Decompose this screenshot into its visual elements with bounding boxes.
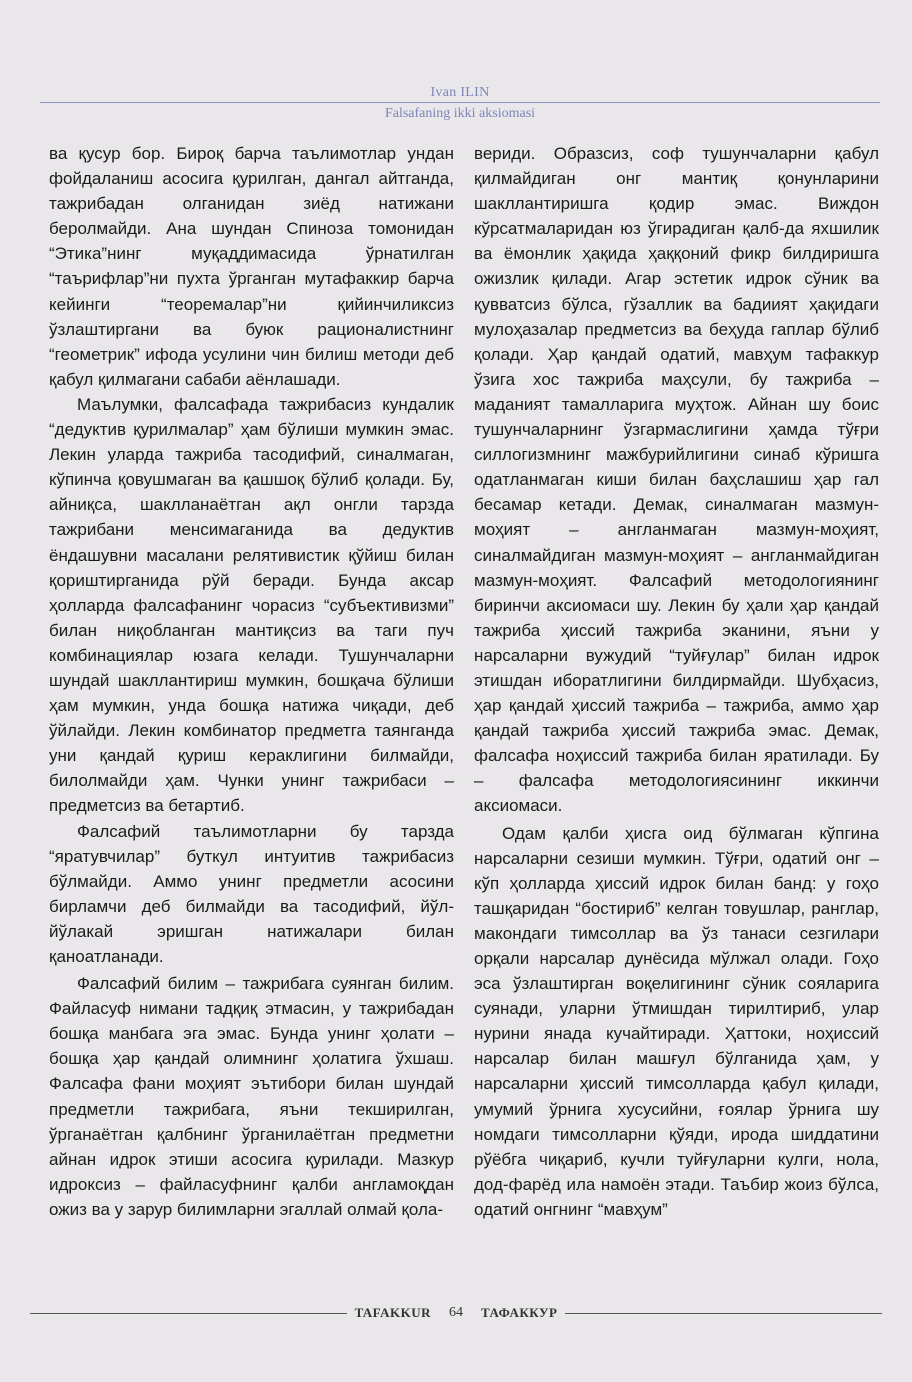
header-rule	[40, 102, 880, 103]
running-header	[40, 84, 880, 122]
paragraph: Фалсафий таълимотларни бу тарзда “яратувчилар” буткул интуитив тажрибасиз бўлмайди. Аммо унинг предметли асосини бирламчи деб билмайди ва тасодифий, йўл-йўлакай эришган натижалари билан қаноатланади.	[49, 821, 454, 966]
page-number: 64	[449, 1305, 464, 1320]
header-subtitle: Falsafaning ikki aksiomasi	[384, 106, 536, 121]
paragraph: Фалсафий билим – тажрибага суянган билим. Файласуф нимани тадқиқ этмасин, у тажрибадан бошқа манбага эга эмас. Бунда унинг ҳолати – бошқа ҳар қандай олимнинг ҳолатига ўхшаш. Фалсафа фани моҳият эътибори билан шундай предметли тажрибага, яъни текширилган, ўрганаётган қалбнинг ўрганилаётган предметни айнан идрок этиши асосига қурилади. Мазкур идроксиз – файласуфнинг қалби англамоқдан ожиз ва у зарур билимларни эгаллай олмай қола-	[49, 974, 454, 1219]
header-author: Ivan ILIN	[430, 85, 490, 100]
footer-title-cyrillic: ТАФАККУР	[481, 1305, 558, 1320]
paragraph: ва қусур бор. Бироқ барча таълимотлар ундан фойдаланиш асосига қурилган, дангал айтганда, тажрибадан олганидан зиёд натижани беролмайди. Ана шундан Спиноза томонидан “Этика”нинг муқаддимасида ўрнатилган “таърифлар”ни пухта ўрганган мутафаккир барча кейинги “теоремалар”ни қийинчиликсиз ўзлаштиргани ва буюк рационалистнинг “геометрик” ифода усулини чин билиш методи деб қабул қилмагани сабаби аёнлашади.	[49, 144, 454, 389]
left-column	[49, 141, 454, 1222]
paragraph: Маълумки, фалсафада тажрибасиз кундалик “дедуктив қурилмалар” ҳам бўлиши мумкин эмас. Лекин уларда тажриба тасодифий, синалмаган, кўпинча қовушмаган ва қашшоқ бўлиб қолади. Бу, айниқса, шаклланаётган ақл онгли тарзда тажрибани менсимаганида ва дедуктив ёндашувни масалани релятивистик қўйиш билан қориштирганида рўй беради. Бунда аксар ҳолларда фалсафанинг чорасиз “субъективизми” билан ниқобланган мантиқсиз ва таги пуч комбинациялар юзага келади. Тушунчаларни шундай шакллантириш мумкин, бошқача бўлиши ҳам мумкин, унда бошқа натижа чиқади, деб ўйлайди. Лекин комбинатор предметга таянганда уни қандай қуриш кераклигини билмайди, билолмайди ҳам. Чунки унинг тажрибаси – предметсиз ва бетартиб.	[49, 394, 454, 816]
right-column	[474, 141, 879, 1222]
page-footer	[30, 1301, 882, 1325]
footer-rule-right	[565, 1313, 882, 1314]
footer-rule-left	[30, 1313, 347, 1314]
paragraph: Одам қалби ҳисга оид бўлмаган кўпгина нарсаларни сезиши мумкин. Тўғри, одатий онг – кўп ҳолларда ҳиссий идрок билан банд: у гоҳо ташқаридан “бостириб” келган товушлар, ранглар, макондаги тимсоллар ва ўз танаси сезгилари орқали нарсалар дунёсида мўлжал олади. Гоҳо эса ўзлаштирган воқелигининг сўник сояларига суянади, уларни ўтмишдан тирилтириб, улар нурини янада кучайтиради. Ҳаттоки, ноҳиссий нарсалар билан машғул бўлганида ҳам, у нарсаларни ҳиссий тимсолларда қабул қилади, умумий ўрнига хусусийни, ғоялар ўрнига шу номдаги тимсолларни қўяди, ирода шиддатини рўёбга чиқариб, кучли туйғуларни кулги, нола, дод-фарёд ила намоён этади. Таъбир жоиз бўлса, одатий онгнинг “мавҳум”	[474, 823, 879, 1219]
footer-title-latin: TAFAKKUR	[354, 1305, 432, 1320]
paragraph: вериди. Образсиз, соф тушунчаларни қабул қилмайдиган онг мантиқ қонунларини шакллантиришга қодир эмас. Виждон кўрсатмаларидан юз ўгирадиган қалб-да яхшилик ва ёмонлик ҳақида ҳаққоний фикр билдиришга ожизлик қилади. Агар эстетик идрок сўник ва қувватсиз бўлса, гўзаллик ва бадиият ҳақидаги мулоҳазалар предметсиз ва беҳуда гаплар бўлиб қолади. Ҳар қандай одатий, мавҳум тафаккур ўзига хос тажриба маҳсули, бу тажриба – маданият тамалларига муҳтож. Айнан шу боис тушунчаларнинг ўзгармаслигини ҳамда тўғри силлогизмнинг мажбурийлигини синаб кўришга одатланмаган киши билан баҳслашиш ҳар гал бесамар кетади. Демак, синалмаган мазмун-моҳият – англанмаган мазмун-моҳият, синалмайдиган мазмун-моҳият – англанмайдиган мазмун-моҳият. Фалсафий методологиянинг биринчи аксиомаси шу. Лекин бу ҳали ҳар қандай тажриба ҳиссий тажриба эканини, яъни у нарсаларни вужудий “туйғулар” билан идрок этишдан иборатлигини билдирмайди. Шубҳасиз, ҳар қандай ҳиссий тажриба – тажриба, аммо ҳар қандай тажриба ҳиссий тажриба эмас. Демак, фалсафа ноҳиссий тажриба билан яратилади. Бу – фалсафа методологиясининг иккинчи аксиомаси.	[474, 144, 879, 816]
